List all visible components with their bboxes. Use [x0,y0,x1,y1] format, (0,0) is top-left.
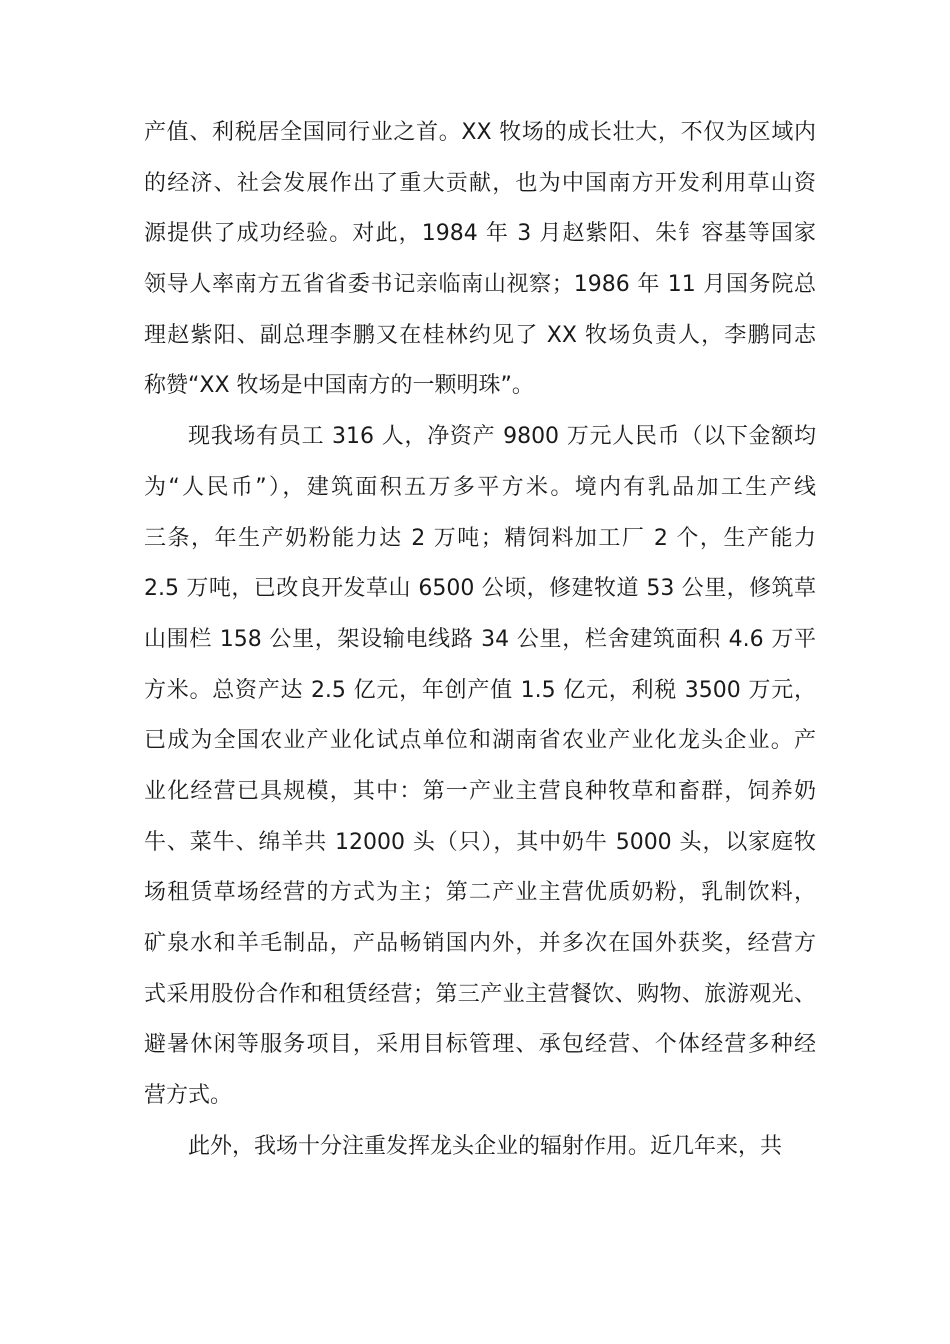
text-line: 场租赁草场经营的方式为主；第二产业主营优质奶粉，乳制饮料， [144,880,816,906]
text-line: 三条，年生产奶粉能力达 2 万吨；精饲料加工厂 2 个，生产能力 [144,525,816,551]
text-line: 式采用股份合作和租赁经营；第三产业主营餐饮、购物、旅游观光、 [144,981,816,1007]
text-line: 方米。总资产达 2.5 亿元，年创产值 1.5 亿元，利税 3500 万元， [144,677,816,703]
text-line: 的经济、社会发展作出了重大贡献，也为中国南方开发利用草山资 [144,170,816,196]
text-line: 营方式。 [144,1083,233,1109]
paragraph-p1 [144,108,816,412]
text-line: 产值、利税居全国同行业之首。XX 牧场的成长壮大，不仅为区域内 [144,120,816,145]
text-line: 矿泉水和羊毛制品，产品畅销国内外，并多次在国外获奖，经营方 [144,931,816,956]
text-line: 山围栏 158 公里，架设输电线路 34 公里，栏舍建筑面积 4.6 万平 [144,626,816,652]
text-line: 已成为全国农业产业化试点单位和湖南省农业产业化龙头企业。产 [144,728,816,754]
paragraph-p3 [144,1122,816,1173]
text-line: 源提供了成功经验。对此，1984 年 3 月赵紫阳、朱钅容基等国家 [144,221,816,247]
text-line: 称赞“XX 牧场是中国南方的一颗明珠”。 [144,373,534,399]
document-body [144,108,816,1172]
text-line: 现我场有员工 316 人，净资产 9800 万元人民币（以下金额均 [188,424,816,450]
text-line: 牛、菜牛、绵羊共 12000 头（只），其中奶牛 5000 头，以家庭牧 [144,829,816,855]
text-line: 避暑休闲等服务项目，采用目标管理、承包经营、个体经营多种经 [144,1032,816,1058]
text-line: 理赵紫阳、副总理李鹏又在桂林约见了 XX 牧场负责人，李鹏同志 [144,322,816,348]
text-line: 2.5 万吨，已改良开发草山 6500 公顷，修建牧道 53 公里，修筑草 [144,576,816,602]
text-line: 此外，我场十分注重发挥龙头企业的辐射作用。近几年来，共 [188,1133,783,1159]
text-line: 领导人率南方五省省委书记亲临南山视察；1986 年 11 月国务院总 [144,272,816,298]
text-line: 为“人民币”），建筑面积五万多平方米。境内有乳品加工生产线 [144,474,816,500]
paragraph-p2 [144,412,816,1122]
text-line: 业化经营已具规模，其中：第一产业主营良种牧草和畜群，饲养奶 [144,778,816,804]
